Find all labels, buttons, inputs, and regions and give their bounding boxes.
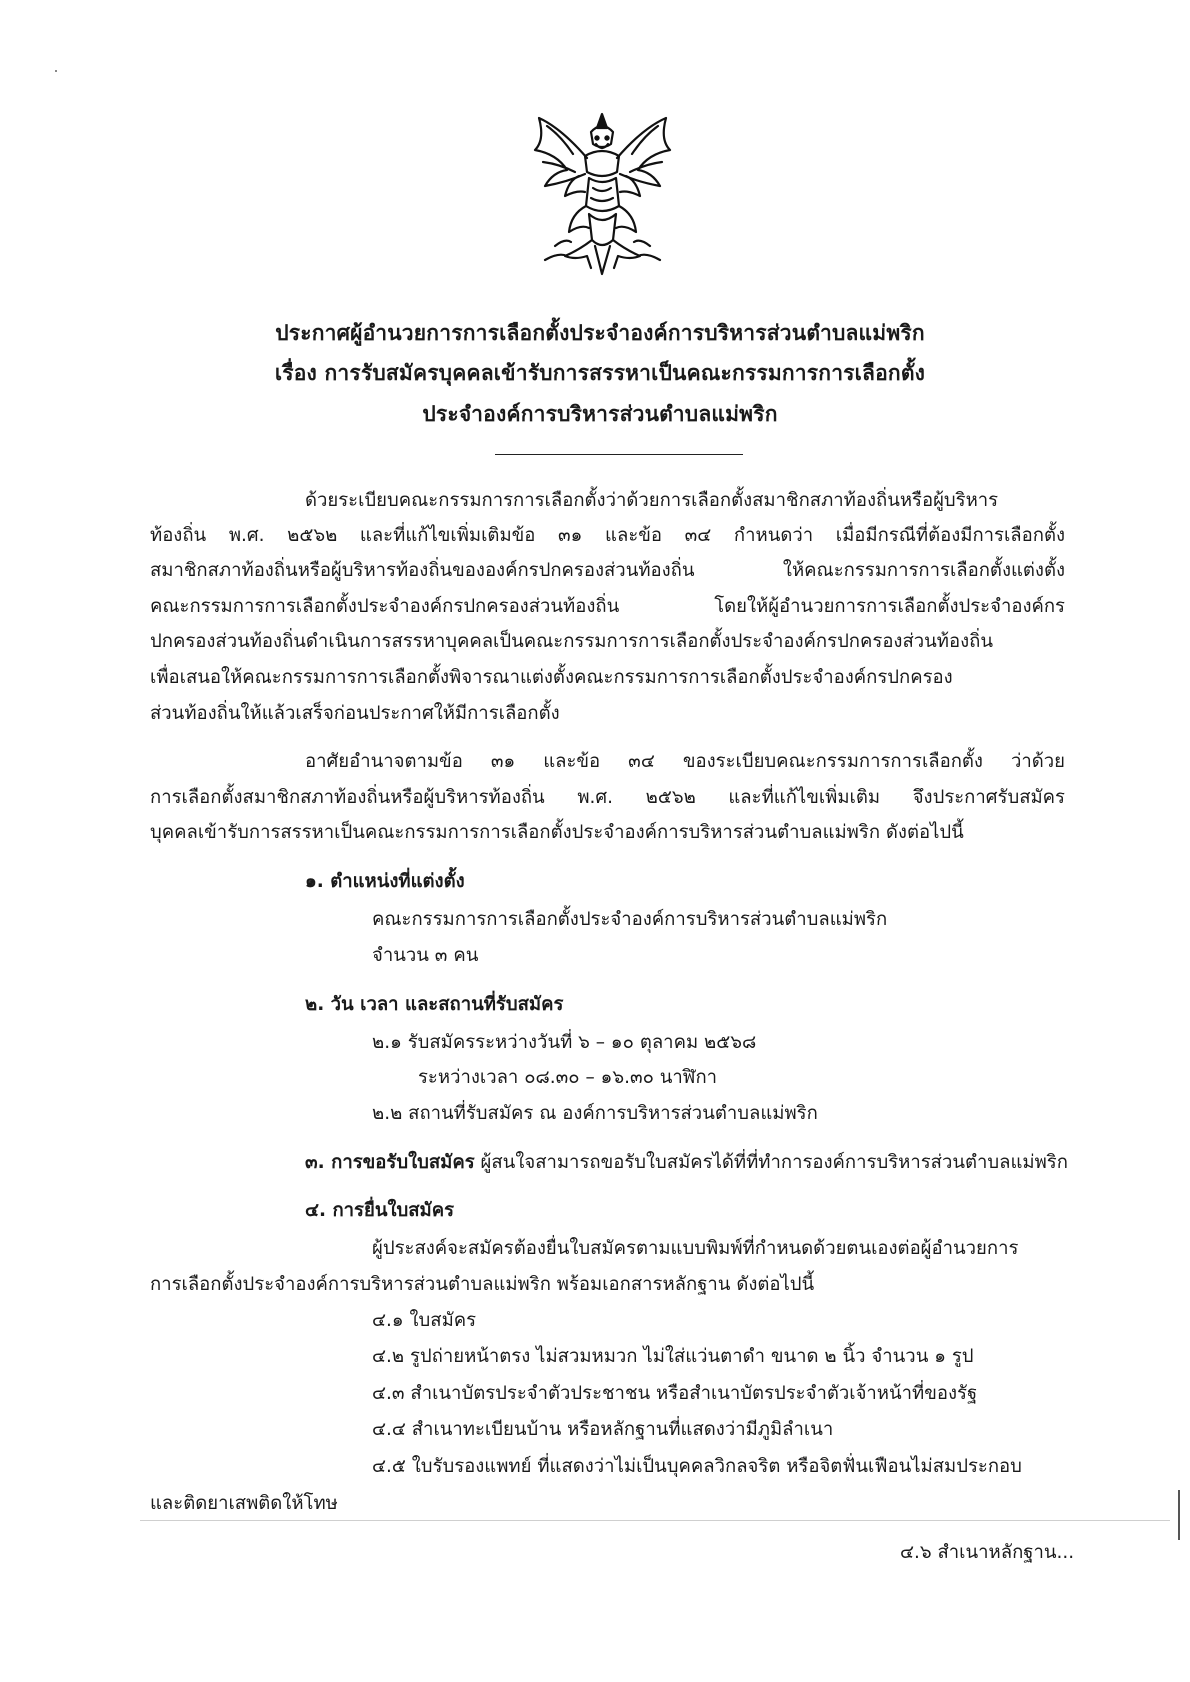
document-list-item: ๔.๑ ใบสมัคร [372, 1310, 477, 1331]
section-4-heading: ๔. การยื่นใบสมัคร [305, 1200, 455, 1221]
paragraph-2-line: อาศัยอำนาจตามข้อ ๓๑ และข้อ ๓๔ ของระเบียบคณะกรรมการการเลือกตั้ง ว่าด้วย [305, 751, 1065, 772]
section-1-heading: ๑. ตำแหน่งที่แต่งตั้ง [305, 871, 465, 892]
paragraph-2-line: บุคคลเข้ารับการสรรหาเป็นคณะกรรมการการเลือกตั้งประจำองค์การบริหารส่วนตำบลแม่พริก ดังต่อไปนี้ [150, 822, 964, 843]
document-list-item: ๔.๒ รูปถ่ายหน้าตรง ไม่สวมหมวก ไม่ใส่แว่นตาดำ ขนาด ๒ นิ้ว จำนวน ๑ รูป [372, 1346, 974, 1367]
section-3 [305, 1148, 1068, 1177]
paragraph-1-line: ส่วนท้องถิ่นให้แล้วเสร็จก่อนประกาศให้มีการเลือกตั้ง [150, 703, 560, 724]
section-1-position: คณะกรรมการการเลือกตั้งประจำองค์การบริหารส่วนตำบลแม่พริก [372, 909, 888, 930]
page-bottom-rule [140, 1520, 1170, 1521]
paragraph-1-line: สมาชิกสภาท้องถิ่นหรือผู้บริหารท้องถิ่นขององค์กรปกครองส่วนท้องถิ่น ให้คณะกรรมการการเลือกตั้งแต่งตั้ง [150, 560, 1065, 581]
section-3-heading: ๓. การขอรับใบสมัคร [305, 1152, 475, 1173]
document-list-item: ๔.๕ ใบรับรองแพทย์ ที่แสดงว่าไม่เป็นบุคคลวิกลจริต หรือจิตฟั่นเฟือนไม่สมประกอบ [372, 1456, 1022, 1477]
document-list-item: ๔.๔ สำเนาทะเบียนบ้าน หรือหลักฐานที่แสดงว่ามีภูมิลำเนา [372, 1419, 834, 1440]
section-2-heading: ๒. วัน เวลา และสถานที่รับสมัคร [305, 994, 564, 1015]
announcement-title-line-2: เรื่อง การรับสมัครบุคคลเข้ารับการสรรหาเป็นคณะกรรมการการเลือกตั้ง [274, 361, 926, 385]
announcement-title-line-1: ประกาศผู้อำนวยการการเลือกตั้งประจำองค์การบริหารส่วนตำบลแม่พริก [275, 321, 925, 345]
garuda-emblem-icon [525, 110, 680, 278]
paragraph-1-line: เพื่อเสนอให้คณะกรรมการการเลือกตั้งพิจารณาแต่งตั้งคณะกรรมการการเลือกตั้งประจำองค์กรปกครอง [150, 667, 953, 688]
paragraph-1-line: ท้องถิ่น พ.ศ. ๒๕๖๒ และที่แก้ไขเพิ่มเติมข้อ ๓๑ และข้อ ๓๔ กำหนดว่า เมื่อมีกรณีที่ต้องมีการเลือกตั้ง [150, 525, 1065, 546]
document-list-item: ๔.๓ สำเนาบัตรประจำตัวประชาชน หรือสำเนาบัตรประจำตัวเจ้าหน้าที่ของรัฐ [372, 1383, 978, 1404]
section-4-intro-line: ผู้ประสงค์จะสมัครต้องยื่นใบสมัครตามแบบพิมพ์ที่กำหนดด้วยตนเองต่อผู้อำนวยการ [372, 1238, 1019, 1259]
section-2-dates: ๒.๑ รับสมัครระหว่างวันที่ ๖ – ๑๐ ตุลาคม ๒๕๖๘ [372, 1032, 757, 1053]
section-1-count: จำนวน ๓ คน [372, 945, 479, 966]
paragraph-1-line: ด้วยระเบียบคณะกรรมการการเลือกตั้งว่าด้วยการเลือกตั้งสมาชิกสภาท้องถิ่นหรือผู้บริหาร [305, 490, 999, 511]
announcement-title-line-3: ประจำองค์การบริหารส่วนตำบลแม่พริก [422, 402, 778, 426]
paragraph-1-line: คณะกรรมการการเลือกตั้งประจำองค์กรปกครองส่วนท้องถิ่น โดยให้ผู้อำนวยการการเลือกตั้งประจำองค์กร [150, 596, 1065, 617]
section-3-text: ผู้สนใจสามารถขอรับใบสมัครได้ที่ที่ทำการองค์การบริหารส่วนตำบลแม่พริก [474, 1152, 1068, 1173]
paragraph-1-line: ปกครองส่วนท้องถิ่นดำเนินการสรรหาบุคคลเป็นคณะกรรมการการเลือกตั้งประจำองค์กรปกครองส่วนท้องถิ่น [150, 631, 993, 652]
next-page-continuation: ๔.๖ สำเนาหลักฐาน... [900, 1542, 1075, 1563]
section-2-time: ระหว่างเวลา ๐๘.๓๐ – ๑๖.๓๐ นาฬิกา [418, 1067, 718, 1088]
scan-edge-mark [1178, 1490, 1180, 1540]
document-list-continuation: และติดยาเสพติดให้โทษ [150, 1493, 338, 1514]
paragraph-2-line: การเลือกตั้งสมาชิกสภาท้องถิ่นหรือผู้บริหารท้องถิ่น พ.ศ. ๒๕๖๒ และที่แก้ไขเพิ่มเติม จึงประกาศรับสมัคร [150, 787, 1065, 808]
section-2-location: ๒.๒ สถานที่รับสมัคร ณ องค์การบริหารส่วนตำบลแม่พริก [372, 1103, 818, 1124]
section-4-intro-line: การเลือกตั้งประจำองค์การบริหารส่วนตำบลแม่พริก พร้อมเอกสารหลักฐาน ดังต่อไปนี้ [150, 1274, 815, 1295]
scan-speck [55, 70, 57, 72]
title-underline [495, 454, 743, 455]
